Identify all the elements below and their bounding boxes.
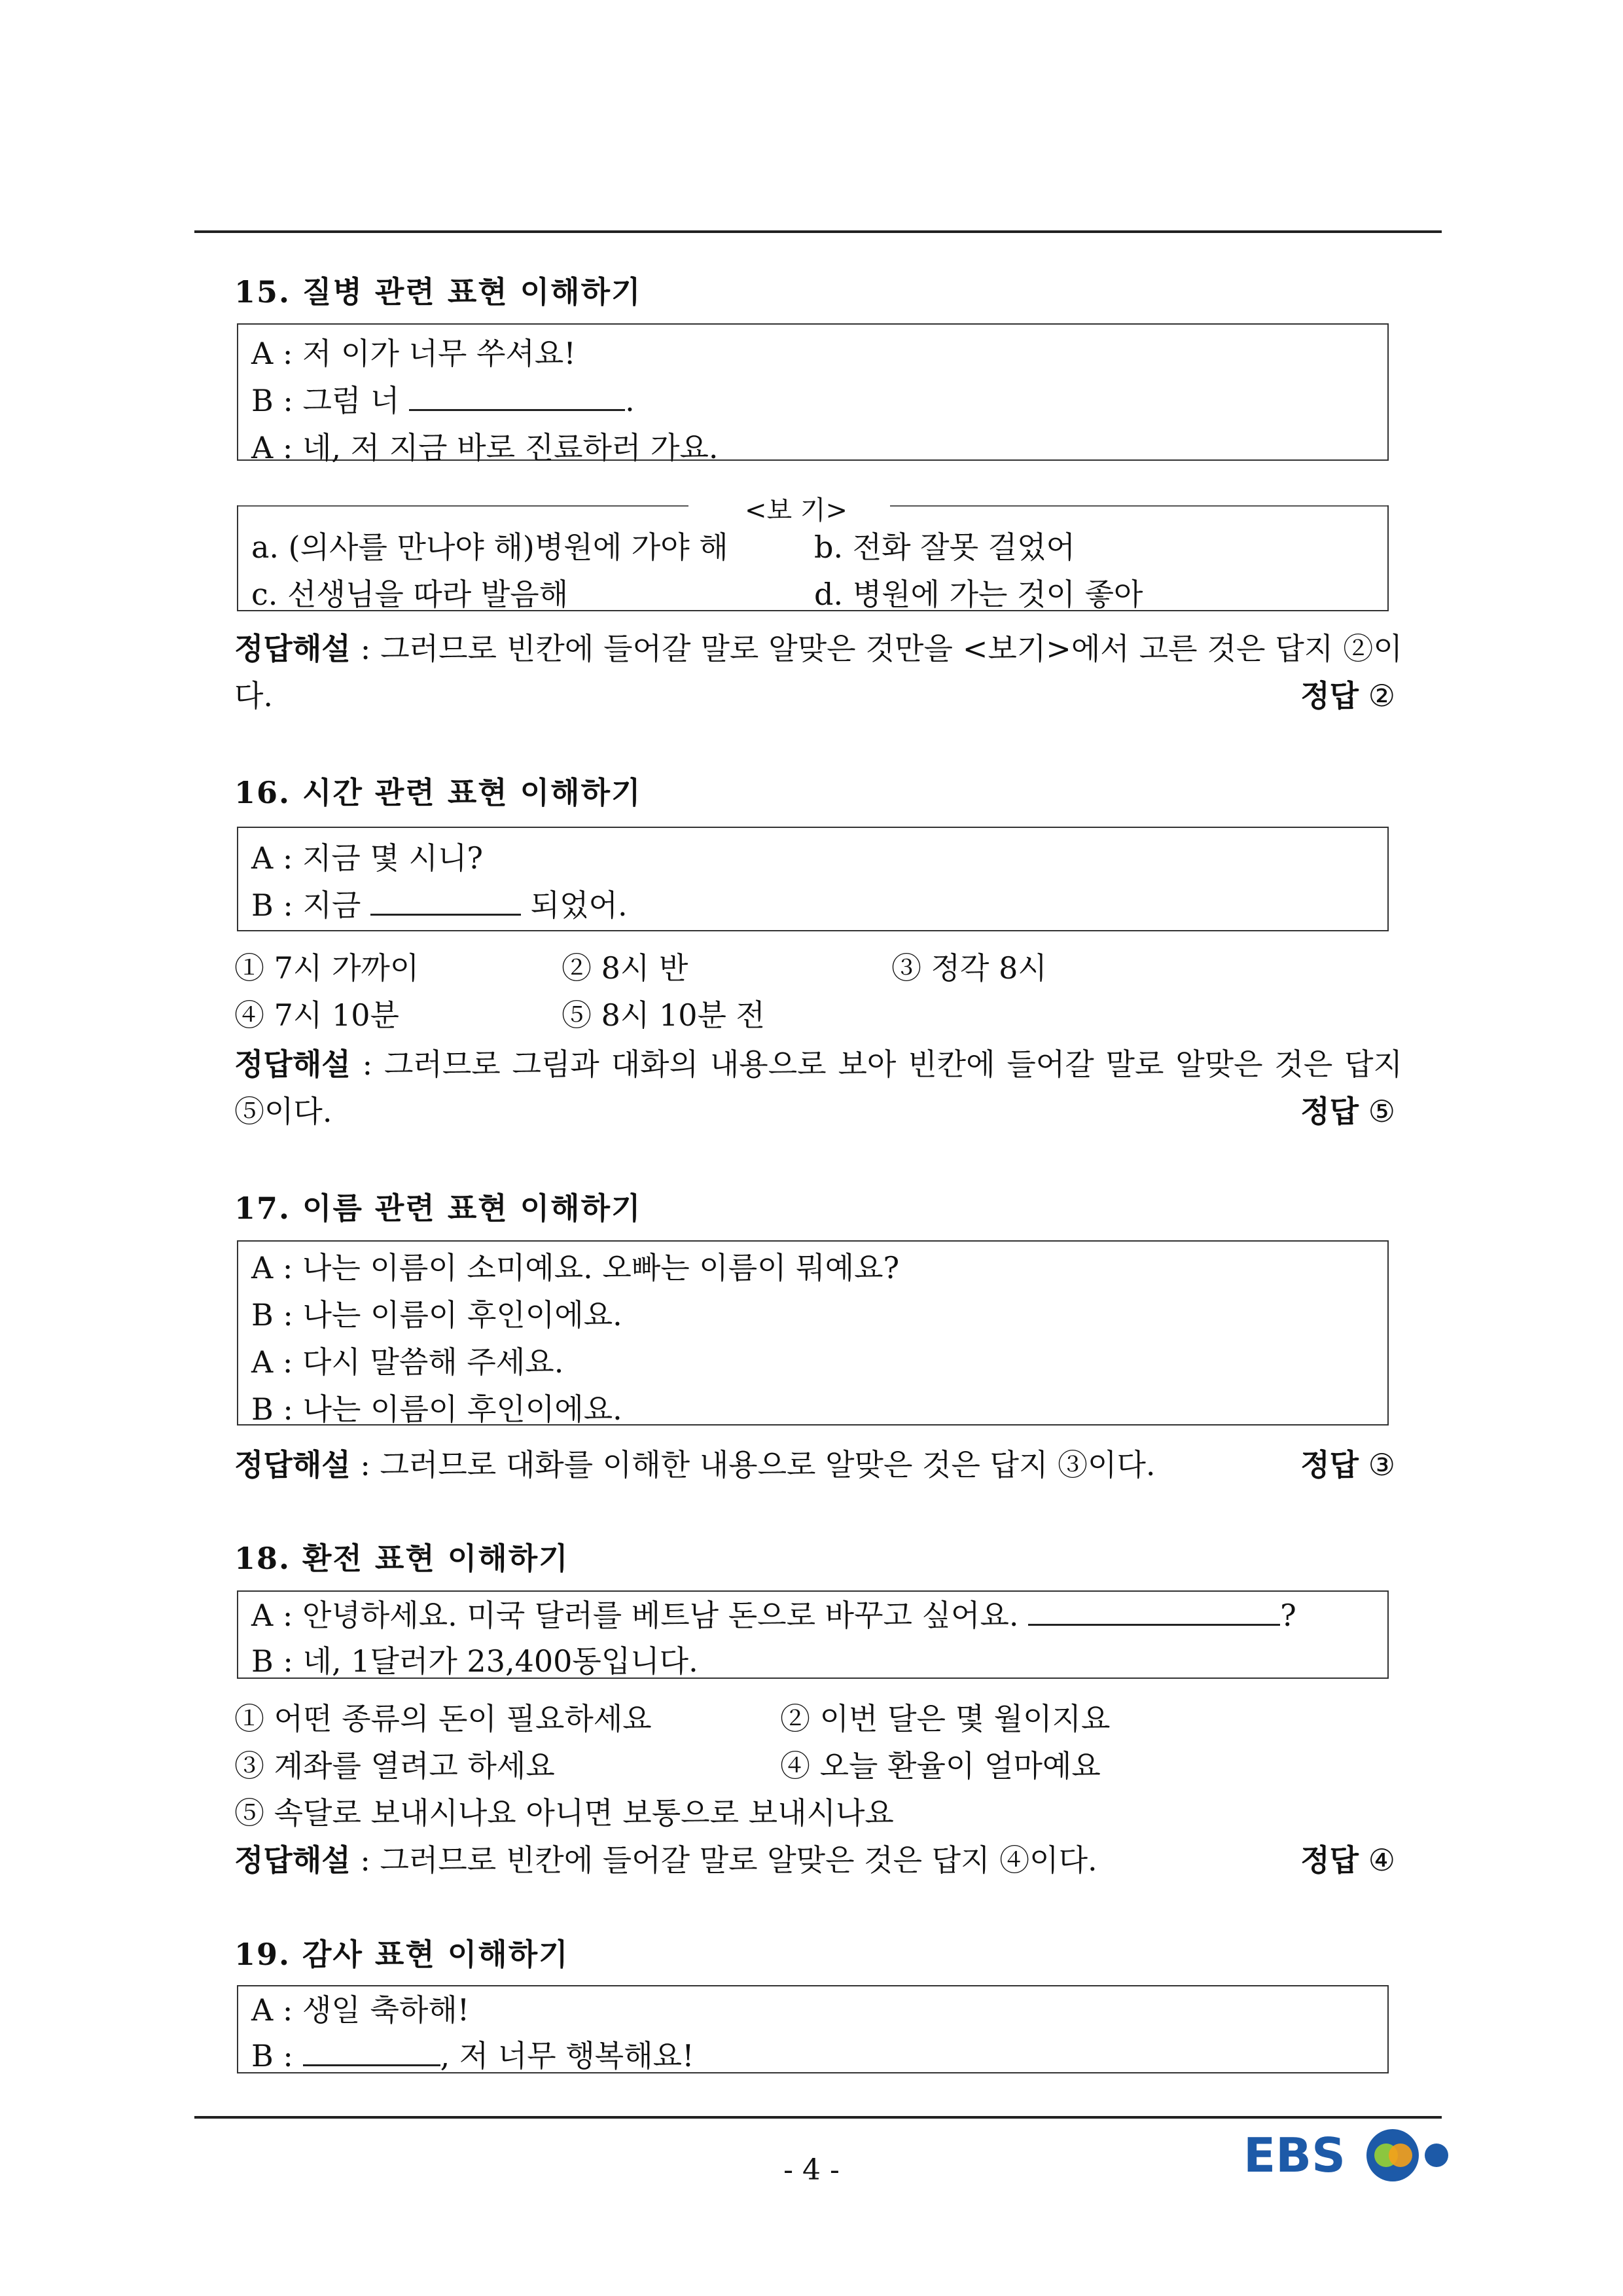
logo-orange-dot [1389, 2144, 1412, 2167]
q18-option-3: ③ 계좌를 열려고 하세요 [234, 1748, 555, 1784]
q17-line-3: A : 다시 말씀해 주세요. [251, 1344, 564, 1380]
q16-explanation: 정답해설 : 그러므로 그림과 대화의 내용으로 보아 빈칸에 들어갈 말로 알맞은 것은 답지 ⑤이다. [234, 1047, 1402, 1129]
q16-option-1: ① 7시 가까이 [234, 950, 419, 986]
q16-dialogue-box [237, 827, 1389, 931]
q17-explanation: 정답해설 : 그러므로 대화를 이해한 내용으로 알맞은 것은 답지 ③이다. [234, 1447, 1156, 1482]
q19-line-a: A : 생일 축하해! [251, 1992, 470, 2028]
q16-option-5: ⑤ 8시 10분 전 [562, 997, 765, 1033]
logo-small-circle [1425, 2144, 1448, 2167]
q19-dialogue-box [237, 1985, 1389, 2073]
q18-answer: 정답 ④ [1300, 1842, 1395, 1878]
q18-explanation: 정답해설 : 그러므로 빈칸에 들어갈 말로 알맞은 것은 답지 ④이다. [234, 1842, 1097, 1878]
q17-line-2: B : 나는 이름이 후인이에요. [251, 1297, 622, 1333]
q15-line-a2: A : 네, 저 지금 바로 진료하러 가요. [251, 430, 719, 465]
q18-option-5: ⑤ 속달로 보내시나요 아니면 보통으로 보내시나요 [234, 1795, 894, 1831]
q18-option-4: ④ 오늘 환율이 얼마예요 [780, 1748, 1101, 1784]
q16-option-4: ④ 7시 10분 [234, 997, 399, 1033]
q15-bogi-a: a. (의사를 만나야 해)병원에 가야 해 [251, 529, 728, 565]
q16-line-b: B : 지금 되었어. [251, 888, 628, 923]
q18-line-a: A : 안녕하세요. 미국 달러를 베트남 돈으로 바꾸고 싶어요. ? [251, 1598, 1296, 1633]
q15-answer: 정답 ② [1300, 678, 1395, 713]
q15-bogi-c: c. 선생님을 따라 발음해 [251, 577, 569, 612]
q15-dialogue-box [237, 323, 1389, 465]
q18-title: 18. 환전 표현 이해하기 [234, 1541, 569, 1576]
ebs-logo [1243, 2119, 1459, 2191]
q16-option-2: ② 8시 반 [562, 950, 688, 986]
q17-answer: 정답 ③ [1300, 1447, 1395, 1482]
q19-blank [303, 2038, 440, 2066]
footer-rule [194, 2116, 1442, 2119]
q18-option-1: ① 어떤 종류의 돈이 필요하세요 [234, 1701, 652, 1736]
q16-blank [370, 888, 521, 916]
q16-line-a: A : 지금 몇 시니? [251, 840, 484, 876]
q15-line-b: B : 그럼 너 . [251, 383, 635, 418]
q15-bogi-b: b. 전화 잘못 걸었어 [814, 529, 1075, 565]
q15-bogi-label: <보 기> [738, 490, 854, 527]
q17-title: 17. 이름 관련 표현 이해하기 [234, 1191, 642, 1226]
q18-option-2: ② 이번 달은 몇 월이지요 [780, 1701, 1111, 1736]
q17-dialogue-box [237, 1240, 1389, 1426]
q15-explanation: 정답해설 : 그러므로 빈칸에 들어갈 말로 알맞은 것만을 <보기>에서 고른 것은 답지 ②이다. [234, 631, 1402, 713]
q18-line-b: B : 네, 1달러가 23,400동입니다. [251, 1643, 698, 1679]
q17-line-1: A : 나는 이름이 소미예요. 오빠는 이름이 뭐예요? [251, 1250, 900, 1285]
q19-title: 19. 감사 표현 이해하기 [234, 1937, 569, 1972]
header-rule [194, 230, 1442, 233]
q16-answer: 정답 ⑤ [1300, 1094, 1395, 1129]
q16-title: 16. 시간 관련 표현 이해하기 [234, 775, 642, 810]
ebs-logo-text: EBS [1243, 2128, 1346, 2183]
page-number: - 4 - [783, 2153, 840, 2187]
q19-line-b: B : , 저 너무 행복해요! [251, 2038, 694, 2073]
q17-line-4: B : 나는 이름이 후인이에요. [251, 1391, 622, 1427]
q15-bogi-box [237, 505, 1389, 611]
q15-title: 15. 질병 관련 표현 이해하기 [234, 274, 642, 310]
q15-bogi-d: d. 병원에 가는 것이 좋아 [814, 577, 1143, 612]
q18-dialogue-box [237, 1590, 1389, 1679]
q15-line-a: A : 저 이가 너무 쑤셔요! [251, 336, 576, 371]
q18-blank [1028, 1598, 1280, 1626]
q15-blank [409, 383, 625, 411]
q16-option-3: ③ 정각 8시 [891, 950, 1047, 986]
